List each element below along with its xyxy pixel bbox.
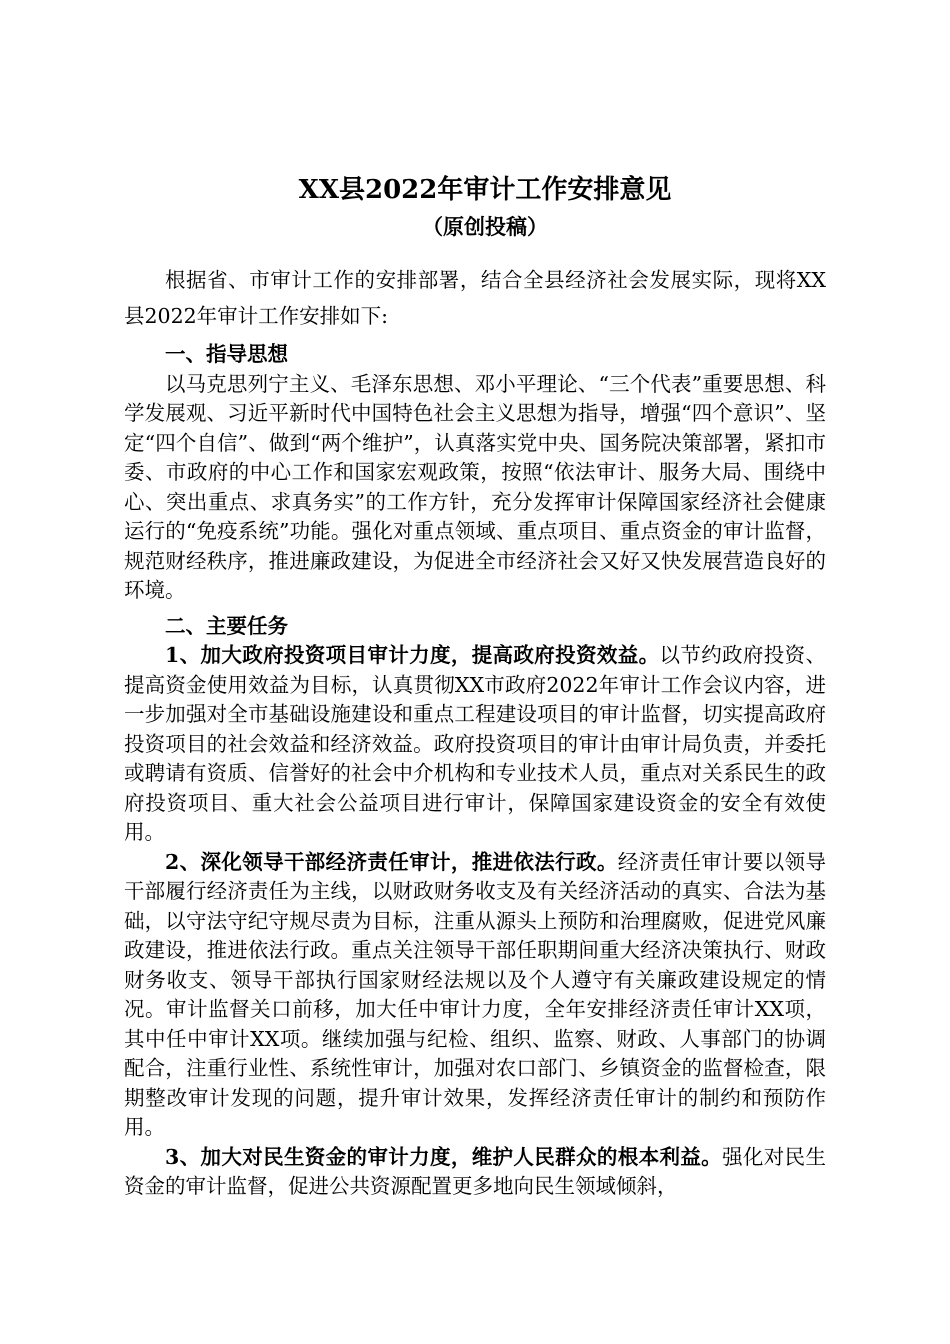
task-text-1: 以节约政府投资、提高资金使用效益为目标，认真贯彻XX市政府2022年审计工作会议内容，进一步加强对全市基础设施建设和重点工程建设项目的审计监督，切实提高政府投资项目的社会效益和经济效益。政府投资项目的审计由审计局负责，并委托或聘请有资质、信誉好的社会中介机构和专业技术人员，重点对关系民生的政府投资项目、重大社会公益项目进行审计，保障国家建设资金的安全有效使用。 (124, 643, 827, 844)
task-paragraph-1 (124, 641, 826, 848)
task-paragraph-2 (124, 848, 826, 1143)
task-paragraph-3 (124, 1143, 826, 1202)
document-body (124, 262, 826, 1202)
task-text-2: 经济责任审计要以领导干部履行经济责任为主线，以财政财务收支及有关经济活动的真实、合法为基础，以守法守纪守规尽责为目标，注重从源头上预防和治理腐败，促进党风廉政建设，推进依法行政。重点关注领导干部任职期间重大经济决策执行、财政财务收支、领导干部执行国家财经法规以及个人遵守有关廉政建设规定的情况。审计监督关口前移，加大任中审计力度，全年安排经济责任审计XX项，其中任中审计XX项。继续加强与纪检、组织、监察、财政、人事部门的协调配合，注重行业性、系统性审计，加强对农口部门、乡镇资金的监督检查，限期整改审计发现的问题，提升审计效果，发挥经济责任审计的制约和预防作用。 (124, 849, 827, 1139)
intro-paragraph: 根据省、市审计工作的安排部署，结合全县经济社会发展实际，现将XX县2022年审计工作安排如下: (124, 268, 826, 328)
document-subtitle: （原创投稿） (422, 214, 548, 239)
section-heading-main-tasks: 二、主要任务 (165, 613, 288, 638)
task-lead-3: 3、加大对民生资金的审计力度，维护人民群众的根本利益。 (165, 1144, 723, 1169)
section-heading-guiding-thought: 一、指导思想 (165, 342, 288, 366)
task-lead-1: 1、加大政府投资项目审计力度，提高政府投资效益。 (165, 643, 660, 667)
task-text-3: 强化对民生资金的审计监督，促进公共资源配置更多地向民生领域倾斜， (124, 1144, 827, 1198)
document-title: XX县2022年审计工作安排意见 (298, 175, 672, 205)
section-paragraph-guiding-thought: 以马克思列宁主义、毛泽东思想、邓小平理论、“三个代表”重要思想、科学发展观、习近平新时代中国特色社会主义思想为指导，增强“四个意识”、坚定“四个自信”、做到“两个维护”，认真落实党中央、国务院决策部署，紧扣市委、市政府的中心工作和国家宏观政策，按照“依法审计、服务大局、围绕中心、突出重点、求真务实”的工作方针，充分发挥审计保障国家经济社会健康运行的“免疫系统”功能。强化对重点领域、重点项目、重点资金的审计监督，规范财经秩序，推进廉政建设，为促进全市经济社会又好又快发展营造良好的环境。 (124, 371, 826, 602)
task-lead-2: 2、深化领导干部经济责任审计，推进依法行政。 (165, 849, 618, 874)
